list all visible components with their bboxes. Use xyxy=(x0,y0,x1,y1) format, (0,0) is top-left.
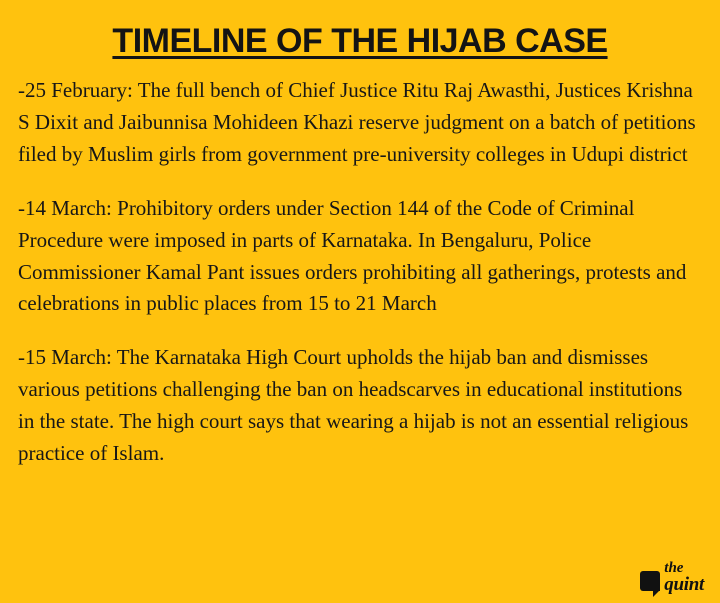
logo-wordmark xyxy=(664,559,704,595)
the-quint-logo xyxy=(640,559,704,595)
logo-text-the: the xyxy=(664,559,684,576)
timeline-entry-1: -25 February: The full bench of Chief Justice Ritu Raj Awasthi, Justices Krishna S Dixit and Jaibunnisa Mohideen Khazi reserve judgment on a batch of petitions filed by Muslim girls from government pre-university colleges in Udupi district xyxy=(18,78,696,166)
logo-text-quint: quint xyxy=(664,573,704,595)
timeline-entry-2: -14 March: Prohibitory orders under Section 144 of the Code of Criminal Procedure were imposed in parts of Karnataka. In Bengaluru, Police Commissioner Kamal Pant issues orders prohibiting all gatherings, protests and celebrations in public places from 15 to 21 March xyxy=(18,195,687,316)
timeline-entry-3: -15 March: The Karnataka High Court upholds the hijab ban and dismisses various petitions challenging the ban on headscarves in educational institutions in the state. The high court says that wearing a hijab is not an essential religious practice of Islam. xyxy=(18,345,689,466)
speech-bubble-icon xyxy=(640,571,660,591)
page-title: TIMELINE OF THE HIJAB CASE xyxy=(112,22,608,60)
